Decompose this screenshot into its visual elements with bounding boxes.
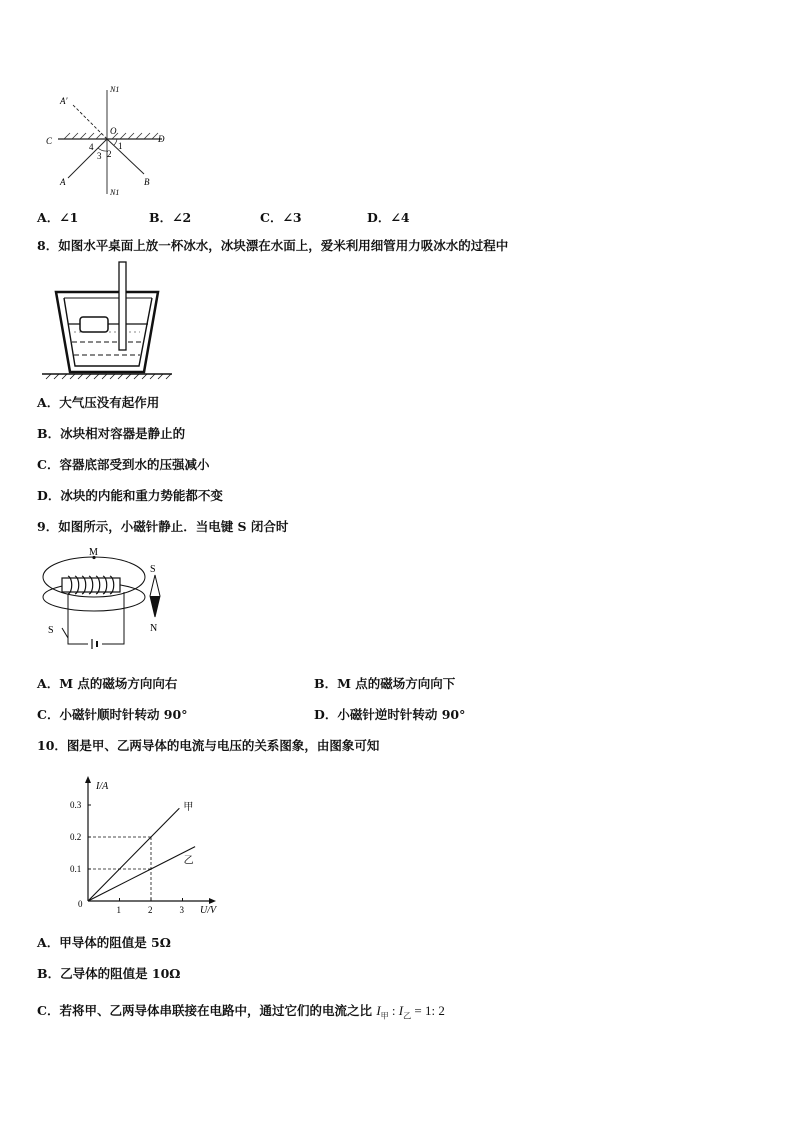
y-tick-label: 0.2 [70, 832, 82, 842]
q10-option-c-text: C．若将甲、乙两导体串联接在电路中，通过它们的电流之比 [37, 1003, 372, 1018]
current-voltage-chart [60, 766, 240, 926]
q8-option-c[interactable]: C．容器底部受到水的压强减小 [37, 457, 210, 472]
formula-sub2: 乙 [403, 1011, 412, 1021]
label-a-prime: A′ [60, 96, 68, 106]
label-angle-3: 3 [97, 151, 102, 161]
q10-option-c-formula [376, 1003, 445, 1021]
formula-colon: : [391, 1003, 396, 1018]
label-d: D [158, 134, 165, 144]
y-tick-label: 0.1 [70, 864, 82, 874]
ice-water-cup-figure [40, 262, 180, 382]
origin-label: 0 [78, 899, 83, 909]
label-o: O [110, 126, 117, 136]
formula-sub1: 甲 [380, 1011, 389, 1021]
q7-option-b[interactable]: B．∠2 [149, 210, 192, 225]
q10-option-b[interactable]: B．乙导体的阻值是 10Ω [37, 966, 181, 981]
label-b: B [144, 177, 150, 187]
label-m: M [89, 547, 98, 558]
label-angle-4: 4 [89, 142, 94, 152]
q7-option-d[interactable]: D．∠4 [367, 210, 410, 225]
label-n-needle: N [150, 623, 158, 634]
q8-option-b[interactable]: B．冰块相对容器是静止的 [37, 426, 186, 441]
q7-option-c[interactable]: C．∠3 [260, 210, 302, 225]
x-tick-label: 2 [148, 905, 153, 915]
label-s-needle: S [150, 564, 156, 575]
q8-stem: 8．如图水平桌面上放一杯冰水，冰块漂在水面上，爱米利用细管用力吸冰水的过程中 [37, 238, 509, 253]
q9-option-b[interactable]: B．M 点的磁场方向向下 [314, 676, 456, 691]
x-axis-label: U/V [200, 905, 217, 916]
q7-option-a[interactable]: A．∠1 [37, 210, 79, 225]
q10-option-c[interactable] [37, 1003, 445, 1025]
y-axis-label: I/A [96, 781, 109, 792]
label-n1-bottom: N1 [110, 188, 120, 197]
formula-eq: = 1: 2 [414, 1003, 445, 1018]
reflection-figure [40, 82, 180, 202]
q9-option-d[interactable]: D．小磁针逆时针转动 90° [314, 707, 466, 722]
label-c: C [46, 136, 53, 146]
series-line-2 [88, 847, 195, 901]
label-a: A [60, 177, 66, 187]
q9-option-a[interactable]: A．M 点的磁场方向向右 [37, 676, 178, 691]
formula-i2: I [398, 1003, 404, 1018]
q9-stem: 9．如图所示，小磁针静止．当电键 S 闭合时 [37, 519, 289, 534]
formula-i1: I [376, 1003, 381, 1018]
q8-option-a[interactable]: A．大气压没有起作用 [37, 395, 160, 410]
label-s-switch: S [48, 625, 54, 636]
x-tick-label: 3 [179, 905, 184, 915]
series-label-2: 乙 [183, 855, 194, 867]
label-angle-1: 1 [118, 141, 123, 151]
x-tick-label: 1 [116, 905, 121, 915]
y-axis-arrow [85, 776, 91, 783]
x-axis-arrow [209, 898, 216, 904]
series-label-1: 甲 [183, 802, 194, 814]
q10-option-a[interactable]: A．甲导体的阻值是 5Ω [37, 935, 171, 950]
q9-option-c[interactable]: C．小磁针顺时针转动 90° [37, 707, 188, 722]
y-tick-label: 0.3 [70, 800, 82, 810]
q8-option-d[interactable]: D．冰块的内能和重力势能都不变 [37, 488, 223, 503]
q10-stem: 10．图是甲、乙两导体的电流与电压的关系图象，由图象可知 [37, 738, 380, 753]
label-angle-2: 2 [107, 149, 112, 159]
series-line-1 [88, 808, 179, 901]
label-n1-top: N1 [110, 85, 120, 94]
solenoid-figure [40, 548, 180, 660]
